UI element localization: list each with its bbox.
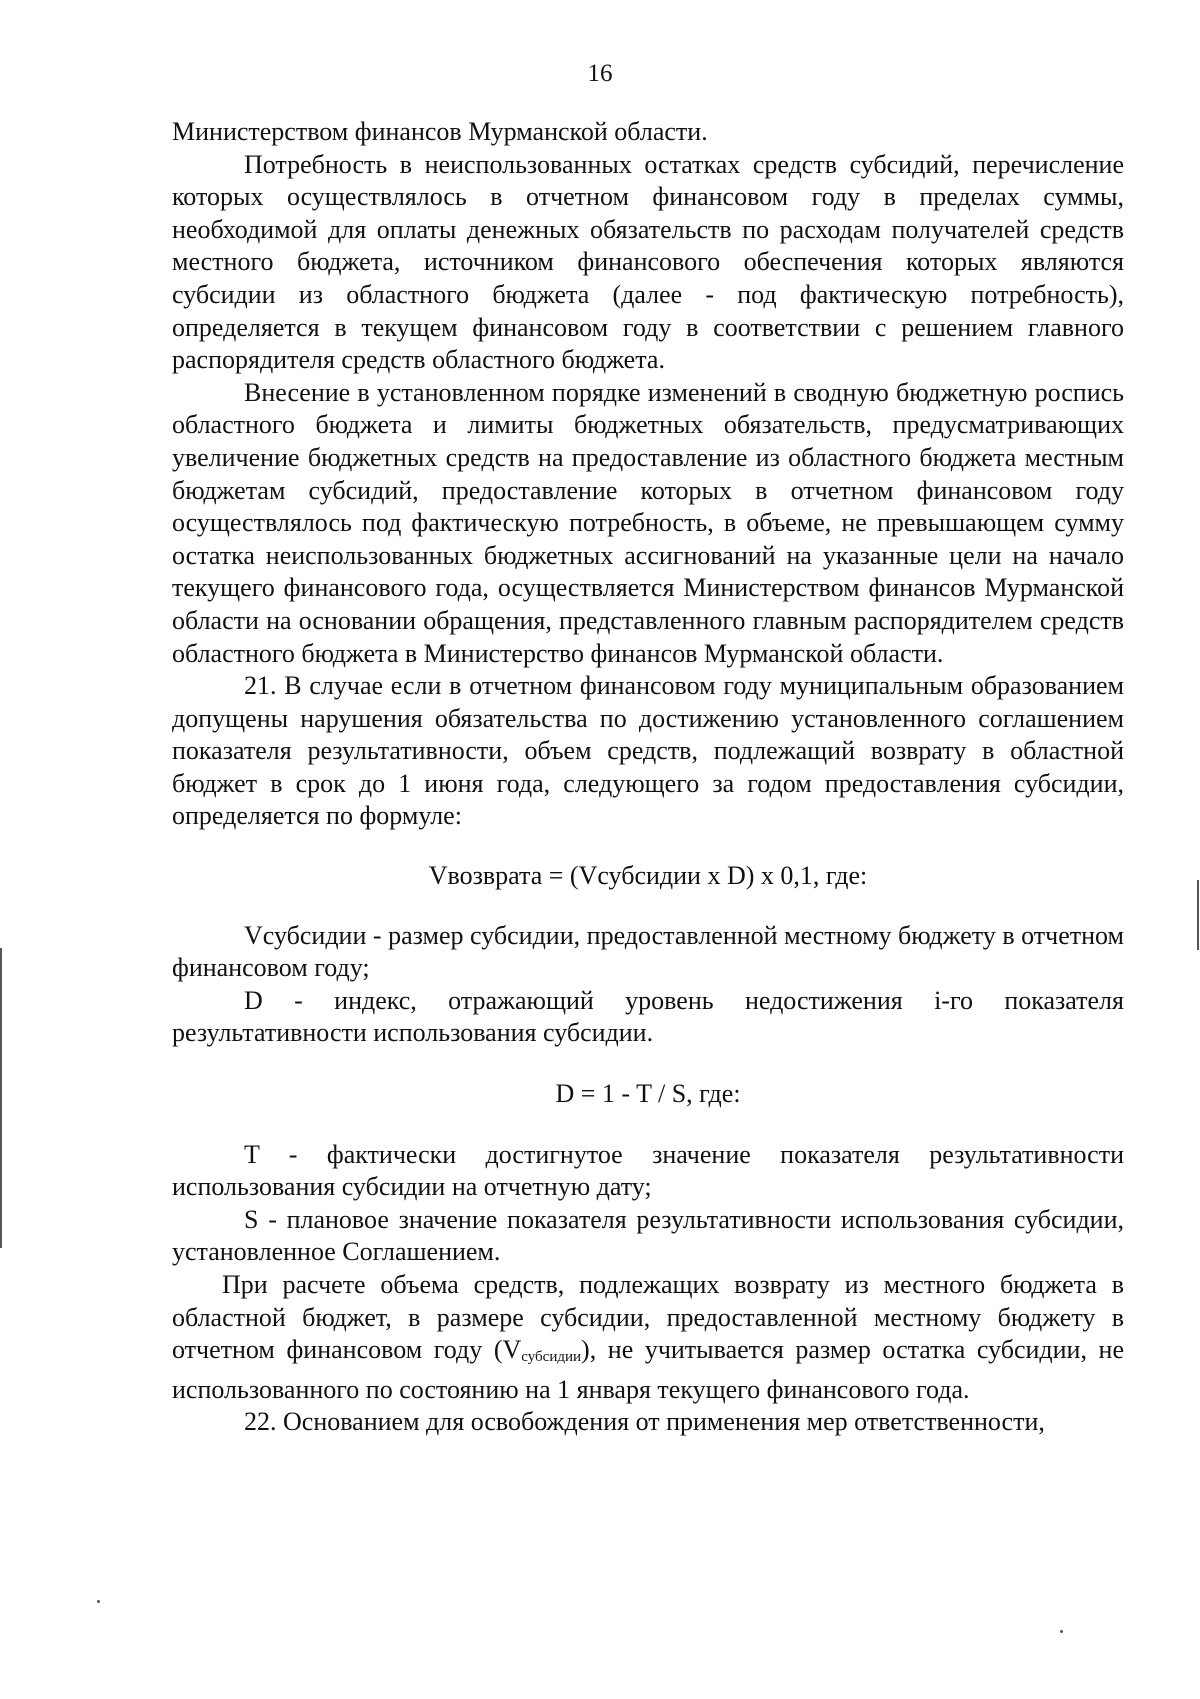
paragraph-1: Министерством финансов Мурманской области. <box>172 117 708 146</box>
paragraph-9-subscript: субсидии <box>521 1349 582 1366</box>
paragraph-9-text-start: При расчете объема средств, подлежащих возврату из местного бюджета в областной бюджет, в размере субсидии, предоставленной местному бюджету в отчетном финансовом году (V <box>172 1270 1124 1365</box>
paragraph-7: T - фактически достигнутое значение показателя результативности использования субсидии на отчетную дату; <box>172 1139 1124 1202</box>
paragraph-5: Vсубсидии - размер субсидии, предоставленной местному бюджету в отчетном финансовом году; <box>172 920 1124 983</box>
formula-return-volume: Vвозврата = (Vсубсидии x D) x 0,1, где: <box>428 861 868 891</box>
paragraph-8: S - плановое значение показателя результативности использования субсидии, установленное Соглашением. <box>172 1204 1124 1267</box>
formula-index-d: D = 1 - T / S, где: <box>555 1079 741 1109</box>
scan-speck-1 <box>97 1600 100 1603</box>
paragraph-2: Потребность в неиспользованных остатках средств субсидий, перечисление которых осуществлялось в отчетном финансовом году в пределах суммы, необходимой для оплаты денежных обязательств по расходам получателей средств местного бюджета, источником финансового обеспечения которых являются субсидии из областного бюджета (далее - под фактическую потребность), определяется в текущем финансовом году в соответствии с решением главного распорядителя средств областного бюджета. <box>172 149 1124 375</box>
scan-edge-mark-left <box>0 948 2 1248</box>
paragraph-3: Внесение в установленном порядке изменений в сводную бюджетную роспись областного бюджета и лимиты бюджетных обязательств, предусматривающих увеличение бюджетных средств на предоставление из областного бюджета местным бюджетам субсидий, предоставление которых в отчетном финансовом году осуществлялось под фактическую потребность, в объеме, не превышающем сумму остатка неиспользованных бюджетных ассигнований на указанные цели на начало текущего финансового года, осуществляется Министерством финансов Мурманской области на основании обращения, представленного главным распорядителем средств областного бюджета в Министерство финансов Мурманской области. <box>172 377 1124 668</box>
paragraph-10: 22. Основанием для освобождения от применения мер ответственности, <box>244 1407 1045 1437</box>
paragraph-9-text-end: ), не учитывается размер остатка субсидии, не использованного по состоянию на 1 января текущего финансового года. <box>172 1335 1125 1404</box>
paragraph-9 <box>172 1269 1124 1406</box>
paragraph-4: 21. В случае если в отчетном финансовом году муниципальным образованием допущены нарушения обязательства по достижению установленного соглашением показателя результативности, объем средств, подлежащий возврату в областной бюджет в срок до 1 июня года, следующего за годом предоставления субсидии, определяется по формуле: <box>172 671 1124 831</box>
document-body <box>172 116 1124 1439</box>
scan-edge-mark-right <box>1197 880 1199 950</box>
paragraph-6: D - индекс, отражающий уровень недостижения i-го показателя результативности использования субсидии. <box>172 985 1124 1048</box>
scan-speck-2 <box>1060 1630 1063 1633</box>
page-number: 16 <box>587 60 613 87</box>
